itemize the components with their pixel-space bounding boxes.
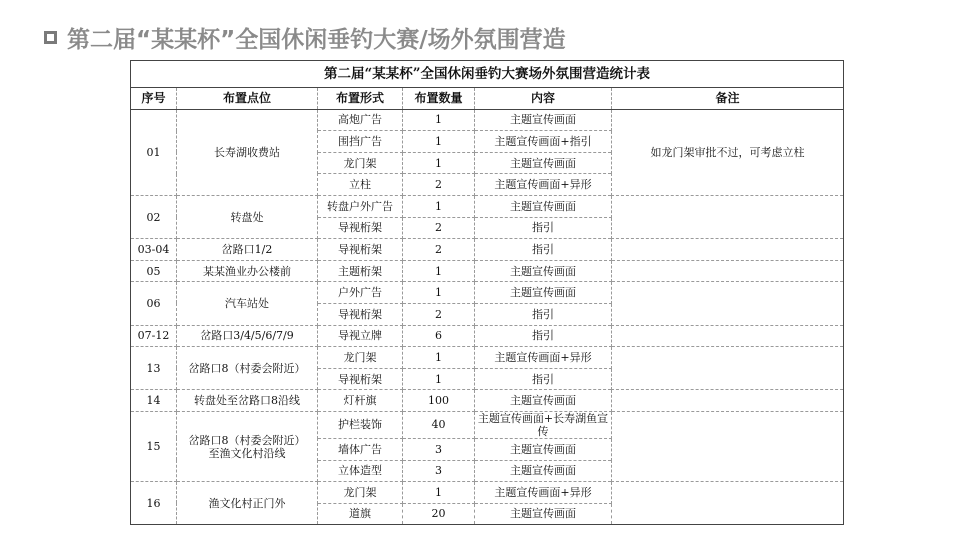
- cell-location: 岔路口3/4/5/6/7/9: [177, 325, 318, 347]
- table-header-row: [131, 88, 844, 110]
- cell-location: 渔文化村正门外: [177, 482, 318, 525]
- cell-quantity: 1: [403, 260, 475, 282]
- cell-no: 03-04: [131, 239, 177, 261]
- cell-content: 主题宣传画面: [475, 438, 612, 460]
- cell-form: 立柱: [318, 174, 403, 196]
- cell-form: 导视立牌: [318, 325, 403, 347]
- cell-form: 道旗: [318, 503, 403, 525]
- cell-note: 如龙门架审批不过，可考虑立柱: [612, 109, 844, 195]
- cell-note: [612, 347, 844, 390]
- cell-note: [612, 282, 844, 325]
- cell-no: 16: [131, 482, 177, 525]
- cell-quantity: 1: [403, 195, 475, 217]
- page-title-text: 第二届“某某杯”全国休闲垂钓大赛/场外氛围营造: [67, 26, 566, 53]
- cell-location: 汽车站处: [177, 282, 318, 325]
- cell-location: 岔路口8（村委会附近）至渔文化村沿线: [177, 411, 318, 481]
- page-title: [44, 20, 566, 54]
- cell-content: 主题宣传画面: [475, 503, 612, 525]
- cell-no: 02: [131, 195, 177, 238]
- cell-no: 06: [131, 282, 177, 325]
- cell-content: 主题宣传画面: [475, 195, 612, 217]
- cell-content: 指引: [475, 303, 612, 325]
- cell-quantity: 2: [403, 303, 475, 325]
- cell-form: 龙门架: [318, 152, 403, 174]
- cell-form: 转盘户外广告: [318, 195, 403, 217]
- header-note: 备注: [612, 88, 844, 110]
- cell-note: [612, 411, 844, 481]
- cell-content: 主题宣传画面+异形: [475, 174, 612, 196]
- cell-content: 主题宣传画面: [475, 260, 612, 282]
- cell-form: 导视桁架: [318, 217, 403, 239]
- cell-form: 龙门架: [318, 347, 403, 369]
- cell-quantity: 6: [403, 325, 475, 347]
- cell-note: [612, 325, 844, 347]
- cell-content: 主题宣传画面: [475, 390, 612, 412]
- cell-location: 某某渔业办公楼前: [177, 260, 318, 282]
- header-no: 序号: [131, 88, 177, 110]
- cell-content: 指引: [475, 239, 612, 261]
- cell-note: [612, 195, 844, 238]
- cell-quantity: 1: [403, 131, 475, 153]
- cell-quantity: 1: [403, 347, 475, 369]
- cell-quantity: 100: [403, 390, 475, 412]
- table-row: [131, 411, 844, 438]
- cell-content: 主题宣传画面+长寿湖鱼宣传: [475, 411, 612, 438]
- cell-content: 主题宣传画面: [475, 282, 612, 304]
- cell-quantity: 40: [403, 411, 475, 438]
- cell-location: 转盘处: [177, 195, 318, 238]
- cell-content: 主题宣传画面+异形: [475, 347, 612, 369]
- table-body: [131, 109, 844, 525]
- header-content: 内容: [475, 88, 612, 110]
- cell-content: 指引: [475, 368, 612, 390]
- cell-quantity: 1: [403, 152, 475, 174]
- cell-form: 立体造型: [318, 460, 403, 482]
- cell-no: 13: [131, 347, 177, 390]
- cell-no: 15: [131, 411, 177, 481]
- cell-location: 转盘处至岔路口8沿线: [177, 390, 318, 412]
- cell-form: 围挡广告: [318, 131, 403, 153]
- table-caption: 第二届“某某杯”全国休闲垂钓大赛场外氛围营造统计表: [131, 61, 844, 88]
- cell-form: 灯杆旗: [318, 390, 403, 412]
- cell-quantity: 2: [403, 174, 475, 196]
- table-row: [131, 482, 844, 504]
- cell-content: 主题宣传画面+异形: [475, 482, 612, 504]
- cell-note: [612, 260, 844, 282]
- table-row: [131, 282, 844, 304]
- stats-table-container: [130, 60, 843, 525]
- cell-form: 墙体广告: [318, 438, 403, 460]
- cell-no: 07-12: [131, 325, 177, 347]
- cell-form: 高炮广告: [318, 109, 403, 131]
- table-row: [131, 325, 844, 347]
- cell-content: 主题宣传画面+指引: [475, 131, 612, 153]
- cell-location: 岔路口1/2: [177, 239, 318, 261]
- table-row: [131, 239, 844, 261]
- table-row: [131, 347, 844, 369]
- table-row: [131, 195, 844, 217]
- cell-location: 长寿湖收费站: [177, 109, 318, 195]
- cell-form: 龙门架: [318, 482, 403, 504]
- cell-quantity: 1: [403, 282, 475, 304]
- cell-no: 14: [131, 390, 177, 412]
- header-quantity: 布置数量: [403, 88, 475, 110]
- cell-form: 主题桁架: [318, 260, 403, 282]
- cell-note: [612, 482, 844, 525]
- cell-note: [612, 390, 844, 412]
- cell-quantity: 1: [403, 109, 475, 131]
- table-row: [131, 390, 844, 412]
- table-row: [131, 260, 844, 282]
- cell-quantity: 1: [403, 368, 475, 390]
- stats-table: [130, 60, 844, 525]
- cell-form: 导视桁架: [318, 368, 403, 390]
- cell-no: 05: [131, 260, 177, 282]
- square-bullet-icon: [44, 31, 57, 44]
- cell-content: 主题宣传画面: [475, 460, 612, 482]
- cell-quantity: 2: [403, 239, 475, 261]
- header-form: 布置形式: [318, 88, 403, 110]
- cell-note: [612, 239, 844, 261]
- cell-quantity: 20: [403, 503, 475, 525]
- cell-form: 导视桁架: [318, 303, 403, 325]
- cell-location: 岔路口8（村委会附近）: [177, 347, 318, 390]
- cell-content: 指引: [475, 325, 612, 347]
- cell-quantity: 3: [403, 438, 475, 460]
- cell-no: 01: [131, 109, 177, 195]
- cell-quantity: 2: [403, 217, 475, 239]
- cell-form: 户外广告: [318, 282, 403, 304]
- cell-quantity: 3: [403, 460, 475, 482]
- cell-content: 指引: [475, 217, 612, 239]
- cell-quantity: 1: [403, 482, 475, 504]
- cell-form: 导视桁架: [318, 239, 403, 261]
- cell-content: 主题宣传画面: [475, 109, 612, 131]
- table-row: [131, 109, 844, 131]
- header-location: 布置点位: [177, 88, 318, 110]
- cell-content: 主题宣传画面: [475, 152, 612, 174]
- cell-form: 护栏装饰: [318, 411, 403, 438]
